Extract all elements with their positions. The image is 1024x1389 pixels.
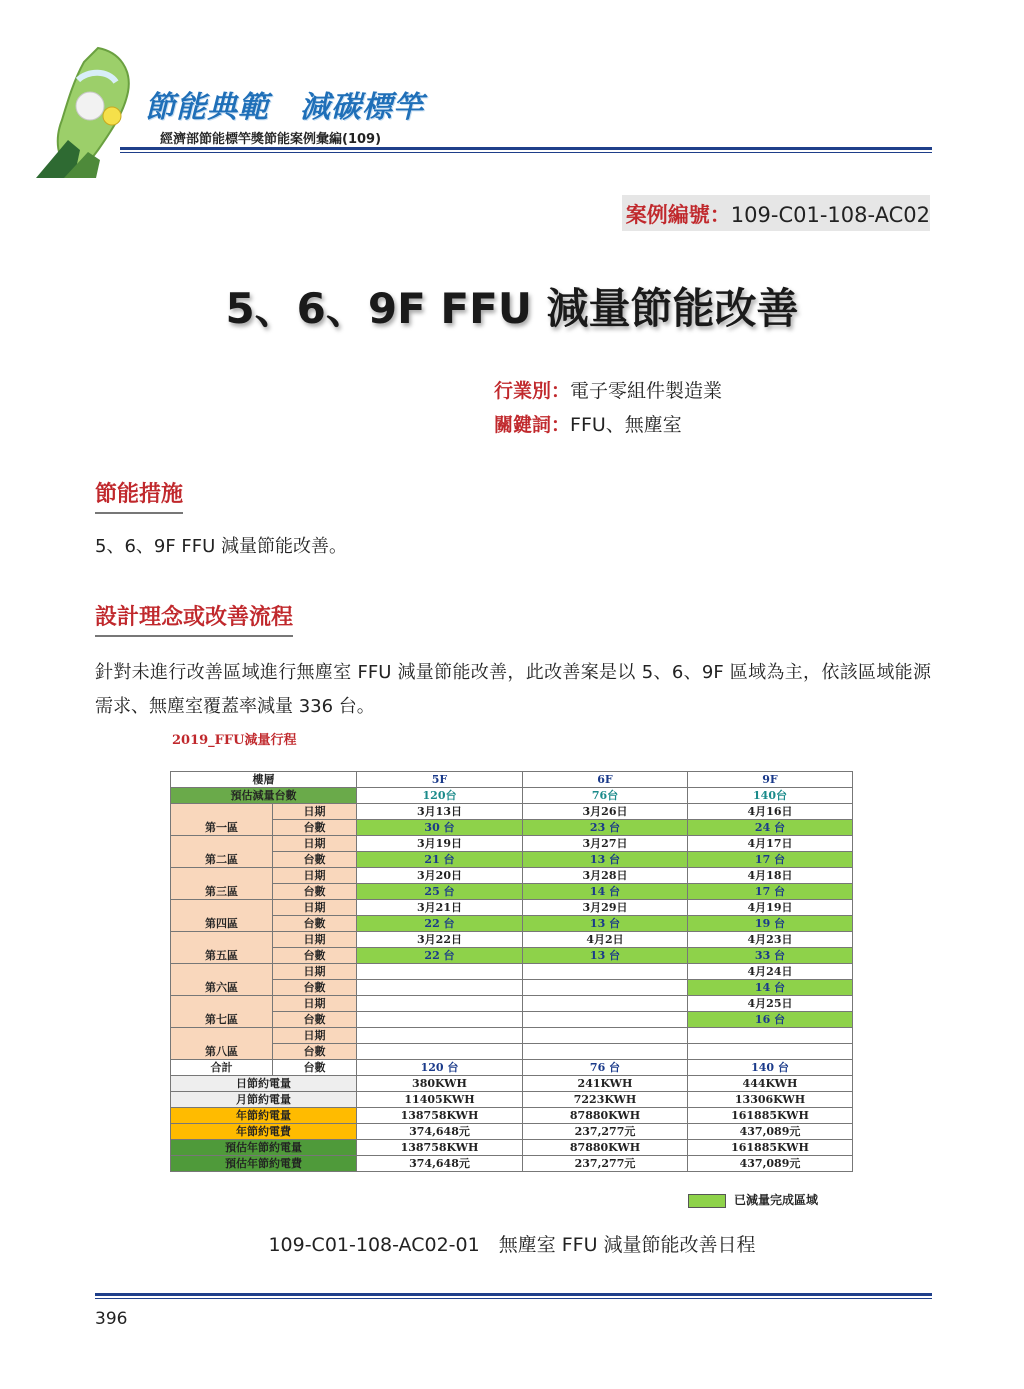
count-cell — [523, 980, 688, 996]
design-text: 針對未進行改善區域進行無塵室 FFU 減量節能改善，此改善案是以 5、6、9F 區域為主，依該區域能源需求、無塵室覆蓋率減量 336 台。 — [95, 662, 931, 717]
table-row — [171, 852, 853, 868]
summary-cell: 87880KWH — [523, 1108, 688, 1124]
count-cell: 13 台 — [523, 948, 688, 964]
date-cell — [688, 1028, 853, 1044]
table-row — [171, 948, 853, 964]
page-title: 5、6、9F FFU 減量節能改善 — [225, 284, 799, 333]
table-row — [171, 884, 853, 900]
summary-label: 年節約電費 — [171, 1124, 357, 1140]
count-cell: 33 台 — [688, 948, 853, 964]
industry — [494, 376, 722, 403]
summary-cell: 374,648元 — [357, 1156, 523, 1172]
table-row — [171, 996, 853, 1012]
total-count-label: 台數 — [273, 1060, 357, 1076]
count-label: 台數 — [273, 1044, 357, 1060]
date-label: 日期 — [273, 804, 357, 820]
summary-cell: 7223KWH — [523, 1092, 688, 1108]
table-row — [171, 1140, 853, 1156]
case-number-label: 案例編號： — [625, 203, 731, 227]
zone-name: 第二區 — [171, 836, 273, 868]
date-cell: 4月19日 — [688, 900, 853, 916]
zone-name: 第五區 — [171, 932, 273, 964]
date-cell — [357, 1028, 523, 1044]
summary-label: 年節約電量 — [171, 1108, 357, 1124]
summary-label: 預估年節約電費 — [171, 1156, 357, 1172]
est-header: 預估減量台數 — [171, 788, 357, 804]
summary-cell: 13306KWH — [688, 1092, 853, 1108]
table-row — [171, 1108, 853, 1124]
date-cell: 3月27日 — [523, 836, 688, 852]
date-cell: 4月25日 — [688, 996, 853, 1012]
count-label: 台數 — [273, 884, 357, 900]
count-label: 台數 — [273, 852, 357, 868]
date-cell: 4月23日 — [688, 932, 853, 948]
zone-name: 第一區 — [171, 804, 273, 836]
count-cell: 22 台 — [357, 948, 523, 964]
date-cell: 3月13日 — [357, 804, 523, 820]
figure-caption: 109-C01-108-AC02-01 無塵室 FFU 減量節能改善日程 — [268, 1234, 756, 1256]
table-row — [171, 804, 853, 820]
count-label: 台數 — [273, 980, 357, 996]
count-cell: 30 台 — [357, 820, 523, 836]
table-row — [171, 1028, 853, 1044]
table-row — [171, 868, 853, 884]
count-cell — [523, 1012, 688, 1028]
industry-label: 行業別： — [494, 380, 571, 402]
summary-cell: 380KWH — [357, 1076, 523, 1092]
summary-label: 日節約電量 — [171, 1076, 357, 1092]
est-5f: 120台 — [357, 788, 523, 804]
brand-subtitle: 經濟部節能標竿獎節能案例彙編(109) — [160, 132, 382, 147]
count-cell: 24 台 — [688, 820, 853, 836]
total-cell: 120 台 — [357, 1060, 523, 1076]
date-cell: 3月19日 — [357, 836, 523, 852]
date-label: 日期 — [273, 932, 357, 948]
date-cell: 3月21日 — [357, 900, 523, 916]
count-cell: 23 台 — [523, 820, 688, 836]
keywords-label: 關鍵詞： — [494, 414, 571, 436]
table-row — [171, 788, 853, 804]
date-label: 日期 — [273, 1028, 357, 1044]
summary-label: 預估年節約電量 — [171, 1140, 357, 1156]
header-rule-thin — [120, 152, 932, 153]
date-label: 日期 — [273, 996, 357, 1012]
keywords-value: FFU、無塵室 — [570, 414, 682, 436]
date-cell — [523, 1028, 688, 1044]
date-cell: 3月20日 — [357, 868, 523, 884]
count-cell: 14 台 — [523, 884, 688, 900]
legend-swatch — [688, 1194, 726, 1208]
count-cell — [688, 1044, 853, 1060]
count-cell — [357, 980, 523, 996]
count-cell: 13 台 — [523, 916, 688, 932]
industry-value: 電子零組件製造業 — [570, 380, 723, 402]
table-row — [171, 1012, 853, 1028]
zone-name: 第六區 — [171, 964, 273, 996]
count-cell: 19 台 — [688, 916, 853, 932]
summary-cell: 241KWH — [523, 1076, 688, 1092]
date-cell: 3月22日 — [357, 932, 523, 948]
count-cell: 22 台 — [357, 916, 523, 932]
date-cell — [523, 964, 688, 980]
summary-cell: 374,648元 — [357, 1124, 523, 1140]
schedule-table — [170, 771, 853, 1172]
footer-rule — [95, 1293, 932, 1296]
summary-cell: 11405KWH — [357, 1092, 523, 1108]
count-cell: 17 台 — [688, 884, 853, 900]
floor-6f: 6F — [523, 772, 688, 788]
legend — [688, 1191, 818, 1208]
count-label: 台數 — [273, 948, 357, 964]
count-cell: 14 台 — [688, 980, 853, 996]
schedule-title: 2019_FFU減量行程 — [172, 733, 297, 748]
est-9f: 140台 — [688, 788, 853, 804]
table-row — [171, 772, 853, 788]
brand-title: 節能典範 減碳標竿 — [145, 90, 424, 125]
page-number: 396 — [95, 1309, 128, 1329]
date-cell: 4月16日 — [688, 804, 853, 820]
date-label: 日期 — [273, 836, 357, 852]
count-label: 台數 — [273, 820, 357, 836]
date-cell: 3月29日 — [523, 900, 688, 916]
floor-9f: 9F — [688, 772, 853, 788]
summary-cell: 444KWH — [688, 1076, 853, 1092]
summary-cell: 437,089元 — [688, 1156, 853, 1172]
table-row — [171, 820, 853, 836]
floor-5f: 5F — [357, 772, 523, 788]
table-row — [171, 916, 853, 932]
summary-cell: 87880KWH — [523, 1140, 688, 1156]
count-cell — [357, 1012, 523, 1028]
summary-cell: 161885KWH — [688, 1140, 853, 1156]
total-label: 合計 — [171, 1060, 273, 1076]
count-cell — [357, 1044, 523, 1060]
date-cell: 4月2日 — [523, 932, 688, 948]
date-cell: 4月18日 — [688, 868, 853, 884]
summary-cell: 138758KWH — [357, 1140, 523, 1156]
table-row — [171, 836, 853, 852]
count-cell: 13 台 — [523, 852, 688, 868]
design-heading: 設計理念或改善流程 — [95, 600, 293, 637]
date-cell — [357, 996, 523, 1012]
zone-name: 第三區 — [171, 868, 273, 900]
table-row — [171, 1060, 853, 1076]
summary-cell: 237,277元 — [523, 1156, 688, 1172]
date-cell: 3月28日 — [523, 868, 688, 884]
date-label: 日期 — [273, 964, 357, 980]
summary-cell: 237,277元 — [523, 1124, 688, 1140]
summary-label: 月節約電量 — [171, 1092, 357, 1108]
table-row — [171, 980, 853, 996]
table-row — [171, 964, 853, 980]
table-row — [171, 1156, 853, 1172]
table-row — [171, 932, 853, 948]
measures-heading: 節能措施 — [95, 477, 183, 514]
count-cell: 21 台 — [357, 852, 523, 868]
est-6f: 76台 — [523, 788, 688, 804]
date-cell — [357, 964, 523, 980]
keywords — [494, 410, 682, 437]
summary-cell: 437,089元 — [688, 1124, 853, 1140]
date-cell: 3月26日 — [523, 804, 688, 820]
table-row — [171, 1124, 853, 1140]
table-row — [171, 1044, 853, 1060]
floor-header: 樓層 — [171, 772, 357, 788]
case-number-value: 109-C01-108-AC02 — [730, 203, 930, 227]
date-label: 日期 — [273, 868, 357, 884]
date-label: 日期 — [273, 900, 357, 916]
date-cell: 4月24日 — [688, 964, 853, 980]
zone-name: 第四區 — [171, 900, 273, 932]
count-cell: 16 台 — [688, 1012, 853, 1028]
measures-text: 5、6、9F FFU 減量節能改善。 — [95, 536, 348, 557]
total-cell: 140 台 — [688, 1060, 853, 1076]
count-cell — [523, 1044, 688, 1060]
table-row — [171, 1092, 853, 1108]
zone-name: 第八區 — [171, 1028, 273, 1060]
count-cell: 25 台 — [357, 884, 523, 900]
legend-label: 已減量完成區域 — [734, 1193, 819, 1207]
summary-cell: 161885KWH — [688, 1108, 853, 1124]
table-row — [171, 1076, 853, 1092]
count-label: 台數 — [273, 1012, 357, 1028]
summary-cell: 138758KWH — [357, 1108, 523, 1124]
total-cell: 76 台 — [523, 1060, 688, 1076]
table-row — [171, 900, 853, 916]
count-cell: 17 台 — [688, 852, 853, 868]
footer-rule-thin — [95, 1298, 932, 1299]
zone-name: 第七區 — [171, 996, 273, 1028]
header-rule — [120, 147, 932, 150]
date-cell — [523, 996, 688, 1012]
date-cell: 4月17日 — [688, 836, 853, 852]
case-number — [622, 195, 930, 231]
count-label: 台數 — [273, 916, 357, 932]
